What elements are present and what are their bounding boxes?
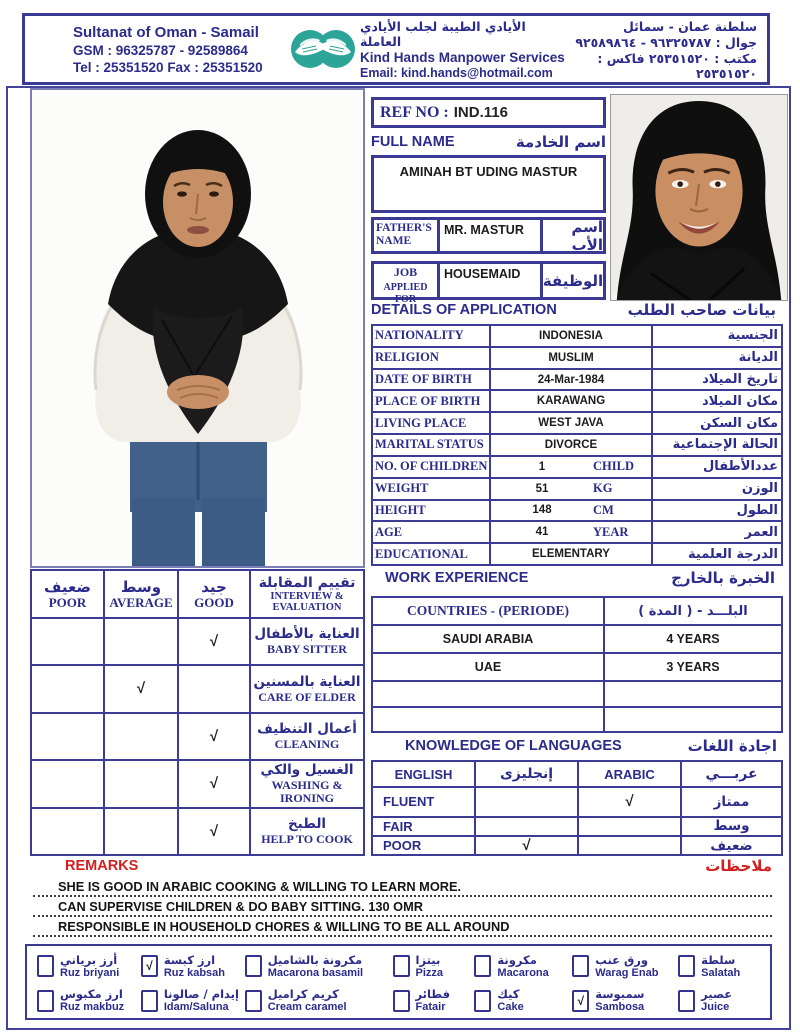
work-title: WORK EXPERIENCE [385, 570, 529, 586]
dish-item: √ سمبوسة Sambosa [572, 988, 678, 1013]
countries-col-label-arabic: البلـــد - ( المدة ) [638, 603, 748, 619]
job-value: HOUSEMAID [440, 264, 543, 297]
remark-line: CAN SUPERVISE CHILDREN & DO BABY SITTING. 130 OMR [33, 897, 772, 917]
table-row: SAUDI ARABIA 4 YEARS [373, 624, 781, 652]
cleaning-checkmark: √ [209, 727, 219, 745]
checkbox [141, 990, 158, 1012]
languages-header-row: ENGLISH إنجليزى ARABIC عربـــي [373, 762, 781, 786]
table-row: RELIGION MUSLIM الديانة [373, 346, 781, 368]
table-row: UAE 3 YEARS [373, 652, 781, 680]
full-name-value: AMINAH BT UDING MASTUR [371, 155, 606, 213]
checkbox [474, 955, 491, 977]
ref-no-box [371, 97, 606, 128]
work-title-arabic: الخبرة بالخارج [671, 569, 775, 587]
office-arabic: مكتب : ٢٥٣٥١٥٢٠ فاكس : ٢٥٣٥١٥٢٠ [597, 50, 757, 81]
full-name-row [371, 128, 606, 155]
checkbox [678, 955, 695, 977]
checkbox [245, 955, 262, 977]
dish-row [37, 949, 770, 983]
remark-line: SHE IS GOOD IN ARABIC COOKING & WILLING TO LEARN MORE. [33, 877, 772, 897]
header-center [290, 19, 565, 80]
details-title: DETAILS OF APPLICATION [371, 302, 557, 318]
father-name-label: FATHER'S NAME [374, 220, 440, 251]
english-poor-checkmark: √ [522, 837, 531, 855]
table-row [373, 706, 781, 731]
job-arabic: الوظيفة [542, 271, 604, 290]
help-to-cook-checkmark: √ [209, 822, 219, 840]
table-row: √ الطبخ HELP TO COOK [32, 807, 363, 855]
table-row: EDUCATIONAL ELEMENTARY الدرجة العلمية [373, 542, 781, 564]
kind-hands-logo-icon [290, 27, 356, 71]
checkbox [393, 990, 410, 1012]
checkbox [474, 990, 491, 1012]
father-name-row [371, 217, 606, 254]
applicant-full-body-photo [30, 88, 365, 568]
job-label: JOB APPLIED FOR [374, 264, 440, 297]
company-name-arabic: الأيادي الطيبة لجلب الأيادي العاملة [360, 18, 526, 49]
applicant-face-photo [610, 94, 788, 301]
languages-title-arabic: اجادة اللغات [687, 737, 777, 755]
checkbox [572, 955, 589, 977]
father-name-value: MR. MASTUR [440, 220, 543, 251]
dish-item: أرز برياني Ruz briyani [37, 954, 141, 979]
gsm-line: GSM : 96325787 - 92589864 [73, 42, 248, 58]
dish-item: ارز مكبوس Ruz makbuz [37, 988, 141, 1013]
details-heading [371, 301, 776, 319]
checkbox [245, 990, 262, 1012]
table-row: LIVING PLACE WEST JAVA مكان السكن [373, 411, 781, 433]
table-row: √ أعمال التنظيف CLEANING [32, 712, 363, 760]
table-row: √ الغسيل والكي WASHING & IRONING [32, 759, 363, 807]
languages-title: KNOWLEDGE OF LANGUAGES [405, 738, 622, 754]
job-row [371, 261, 606, 305]
header-left [25, 24, 290, 75]
table-row: AGE 41 YEAR العمر [373, 520, 781, 542]
table-row: NATIONALITY INDONESIA الجنسية [373, 326, 781, 346]
dish-item: مكرونة بالشاميل Macarona basamil [245, 954, 393, 979]
dish-item: كريم كراميل Cream caramel [245, 988, 393, 1013]
mobile-arabic: جوال : ٩٦٣٢٥٧٨٧ - ٩٢٥٨٩٨٦٤ [575, 34, 757, 50]
arabic-fluent-checkmark: √ [625, 793, 634, 811]
washing-ironing-checkmark: √ [209, 775, 219, 793]
checkbox: √ [141, 955, 158, 977]
dish-item: فطائر Fatair [393, 988, 475, 1013]
baby-sitter-checkmark: √ [209, 632, 219, 650]
work-experience-heading [385, 569, 775, 587]
languages-heading [405, 737, 777, 755]
dish-item: بيتزا Pizza [393, 954, 475, 979]
company-text [360, 19, 565, 80]
dish-item: إيدام / صالونا Idam/Saluna [141, 988, 245, 1013]
dish-item: سلطة Salatah [678, 954, 770, 979]
dish-item: √ ارز كبسة Ruz kabsah [141, 954, 245, 979]
dish-row [37, 984, 770, 1018]
table-row: WEIGHT 51 KG الوزن [373, 477, 781, 499]
cooking-skills-box [25, 944, 772, 1020]
remarks-lines [33, 877, 772, 937]
dish-item: عصير Juice [678, 988, 770, 1013]
languages-table [371, 760, 783, 856]
header-right-arabic [565, 18, 767, 81]
region-arabic: سلطنة عمان - سمائل [623, 18, 757, 34]
company-name-english: Kind Hands Manpower Services [360, 49, 565, 65]
table-row: NO. OF CHILDREN 1 CHILD عددالأطفال [373, 455, 781, 477]
countries-table [371, 596, 783, 733]
remarks-heading [35, 855, 772, 876]
table-row: PLACE OF BIRTH KARAWANG مكان الميلاد [373, 389, 781, 411]
checkbox [37, 990, 54, 1012]
checkbox [678, 990, 695, 1012]
tel-line: Tel : 25351520 Fax : 25351520 [73, 59, 263, 75]
table-row [373, 680, 781, 706]
details-table [371, 324, 783, 566]
company-email: Email: kind.hands@hotmail.com [360, 65, 553, 80]
countries-col-label: COUNTRIES - (PERIODE) [406, 603, 569, 618]
table-row: MARITAL STATUS DIVORCE الحالة الإجتماعية [373, 433, 781, 455]
father-name-arabic: اسم الأب [571, 217, 603, 254]
evaluation-table [30, 569, 365, 856]
care-of-elder-checkmark: √ [136, 680, 146, 698]
table-row: DATE OF BIRTH 24-Mar-1984 تاريخ الميلاد [373, 368, 781, 390]
checkbox [393, 955, 410, 977]
ref-no-value: IND.116 [453, 104, 508, 121]
header [22, 13, 770, 85]
checkbox: √ [572, 990, 589, 1012]
dish-item: كيك Cake [474, 988, 572, 1013]
table-row: HEIGHT 148 CM الطول [373, 499, 781, 521]
table-row: POOR √ ضعيف [373, 835, 781, 854]
full-name-label-arabic: اسم الخادمة [515, 132, 606, 151]
ref-no-label: REF NO : [380, 103, 449, 121]
remarks-label-arabic: ملاحظات [705, 856, 772, 875]
table-row: FAIR وسط [373, 816, 781, 836]
table-row: √ العناية بالمسنين CARE OF ELDER [32, 664, 363, 712]
remarks-label: REMARKS [65, 857, 139, 874]
checkbox [37, 955, 54, 977]
dish-item: مكرونة Macarona [474, 954, 572, 979]
remark-line: RESPONSIBLE IN HOUSEHOLD CHORES & WILLING TO BE ALL AROUND [33, 917, 772, 937]
details-title-arabic: بيانات صاحب الطلب [627, 301, 776, 319]
countries-header-row [373, 598, 781, 624]
evaluation-header-row: ضعيف POOR وسط AVERAGE جيد GOOD تقييم المقابلة INTERVIEW & EVALUATION [32, 571, 363, 617]
dish-item: ورق عنب Warag Enab [572, 954, 678, 979]
table-row: FLUENT √ ممتاز [373, 786, 781, 815]
table-row: √ العناية بالأطفال BABY SITTER [32, 617, 363, 665]
region-title: Sultanat of Oman - Samail [73, 23, 259, 41]
full-name-label: FULL NAME [371, 133, 455, 150]
